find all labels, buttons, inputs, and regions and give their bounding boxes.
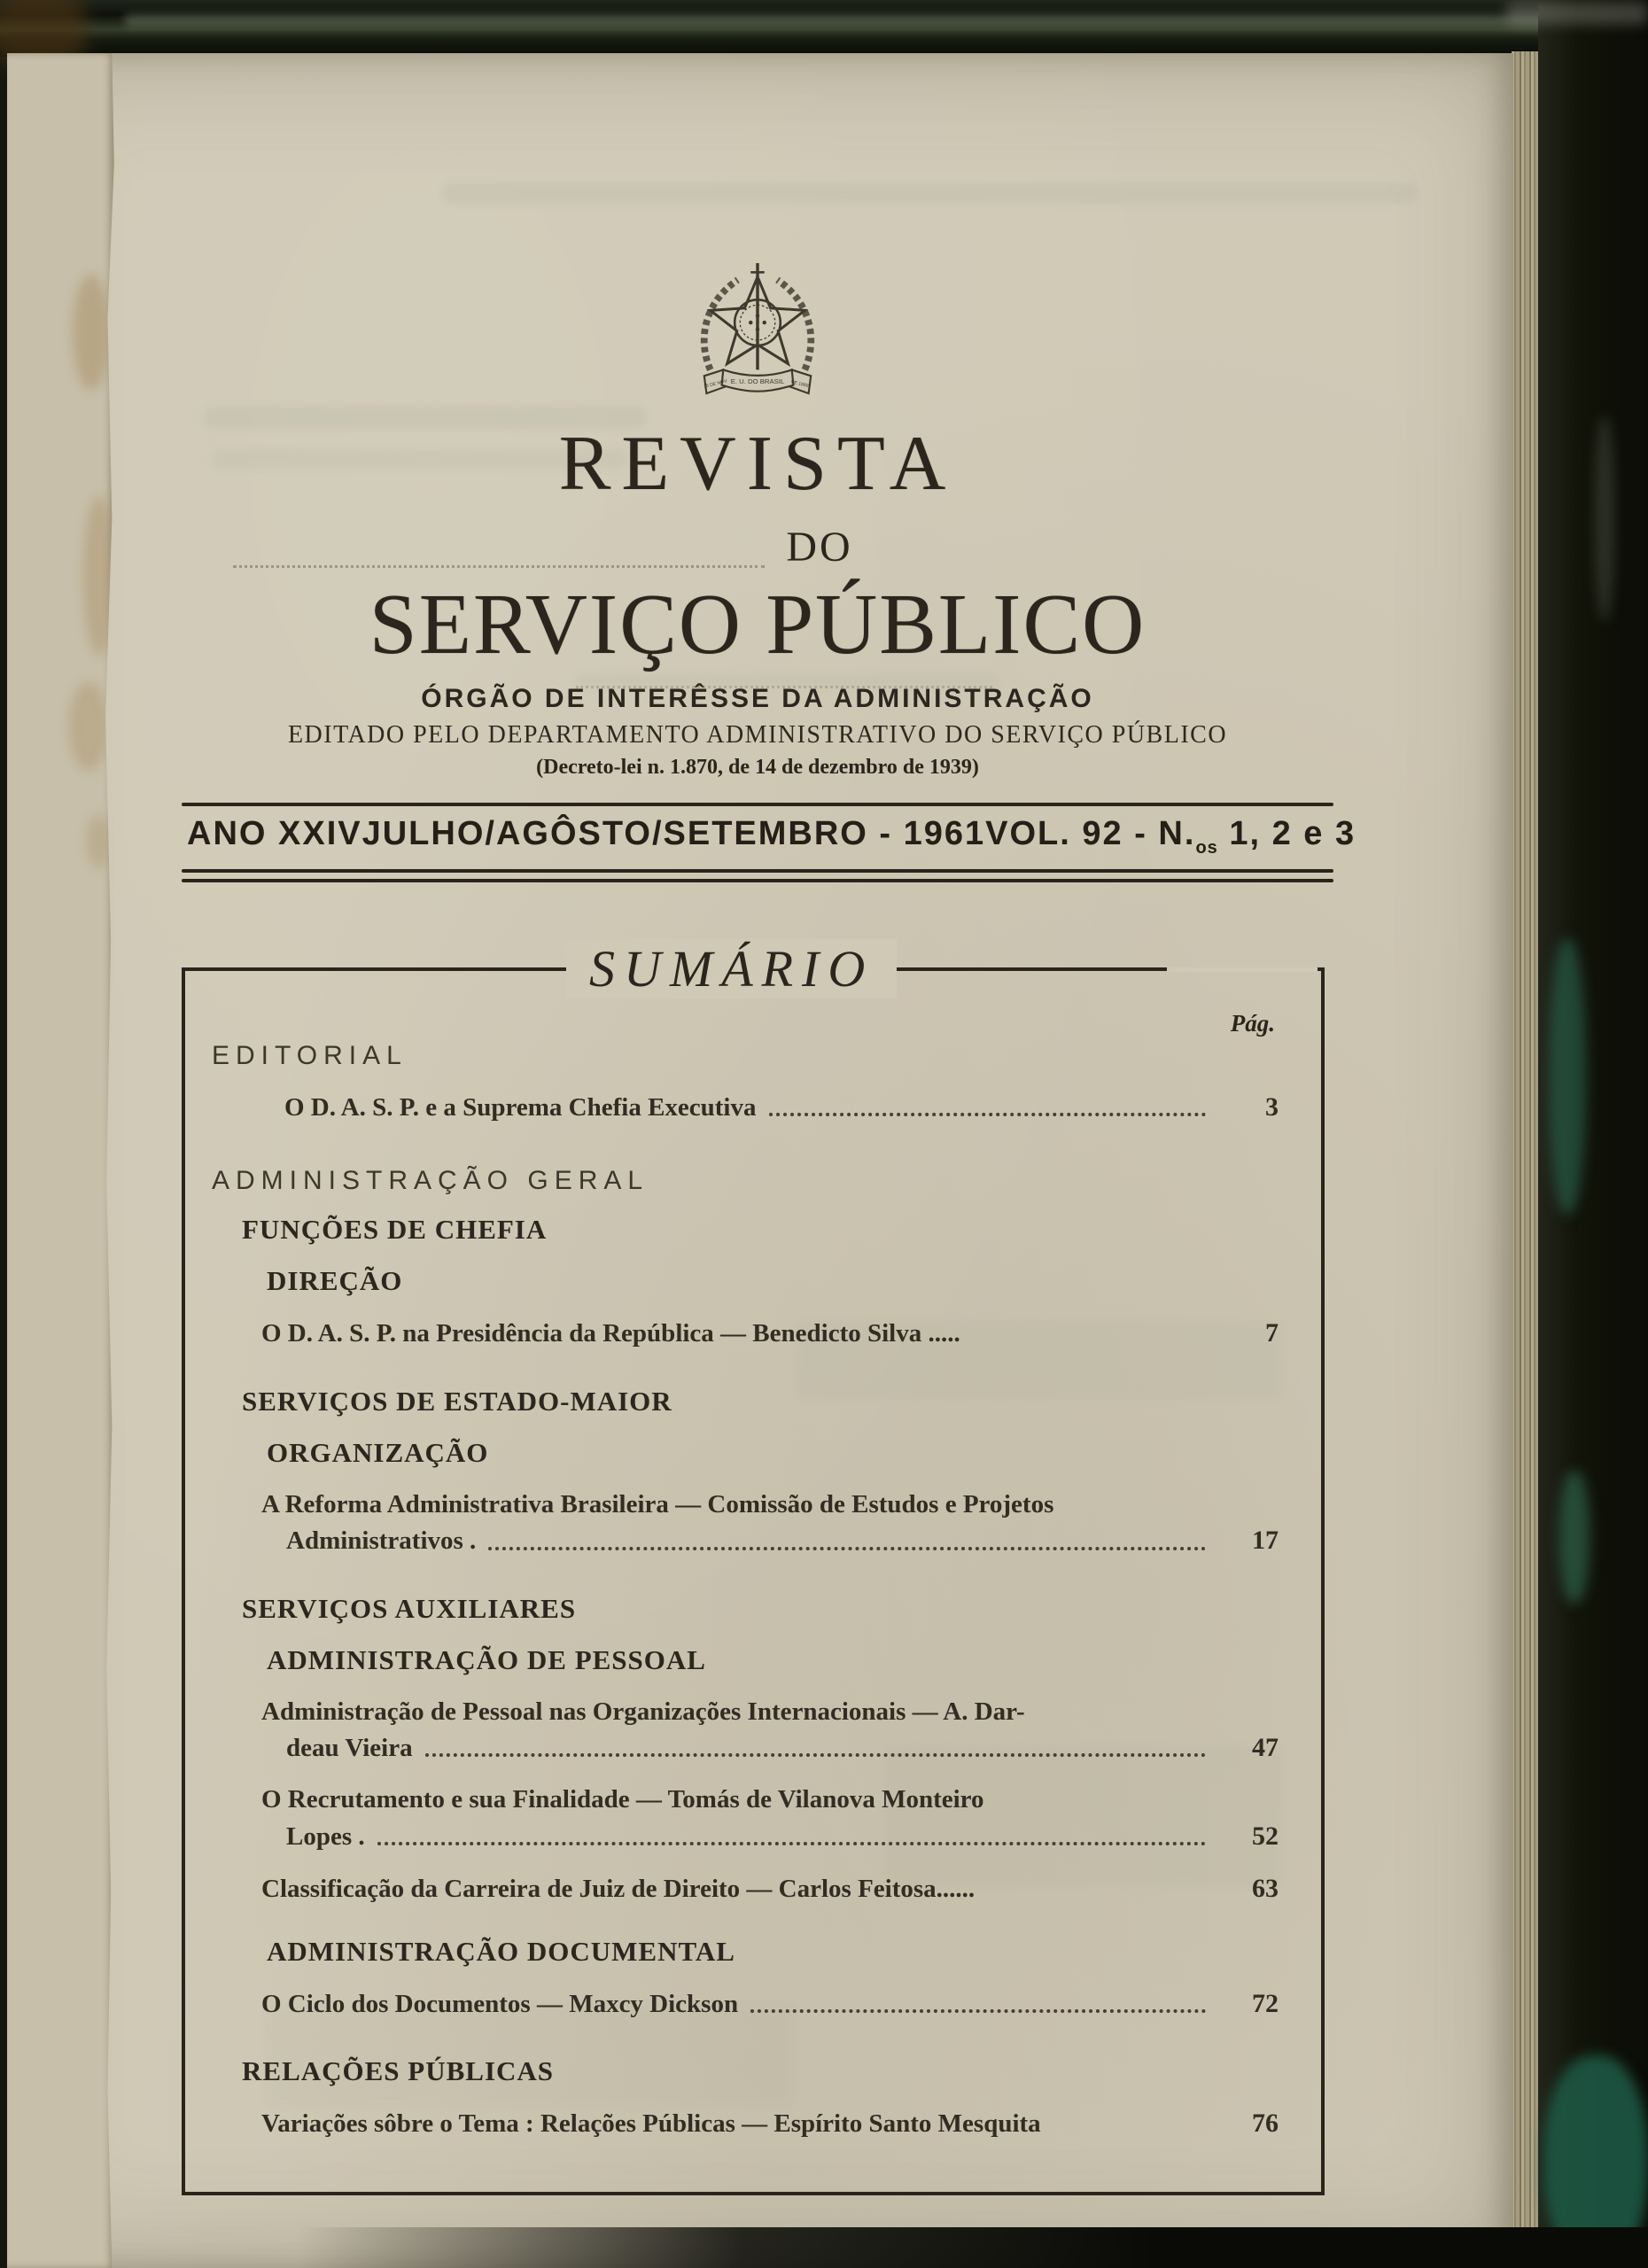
- torn-page-edge: [7, 53, 115, 2268]
- emblem-ribbon-left-text: 15 DE NOV: [703, 378, 728, 390]
- emblem-wrap: [182, 255, 1333, 413]
- page-content: [182, 255, 1356, 2195]
- bleedthrough-artifact: [443, 183, 1418, 204]
- toc-leader-dots: [425, 1753, 1206, 1757]
- toc-item-line: [261, 1987, 1279, 2021]
- journal-title-line1: REVISTA: [558, 421, 957, 507]
- issue-period: JULHO/AGÔSTO/SETEMBRO - 1961: [361, 814, 986, 852]
- toc-section-header: SERVIÇOS DE ESTADO-MAIOR: [242, 1385, 672, 1417]
- toc-page-number: 76: [1252, 2109, 1279, 2139]
- toc-item-line: [286, 1731, 1279, 1765]
- emblem-ribbon-right-text: DE 1889: [790, 379, 810, 389]
- toc-page-number: 63: [1252, 1874, 1279, 1904]
- toc-page-number: 47: [1252, 1732, 1279, 1762]
- toc-item-title: A Reforma Administrativa Brasileira — Comissão de Estudos e Projetos: [261, 1489, 1054, 1518]
- cover-glint: [1559, 1471, 1590, 1604]
- toc-page-number: 17: [1252, 1526, 1279, 1556]
- journal-title-line3: SERVIÇO PÚBLICO: [369, 577, 1147, 672]
- toc-item-line: [261, 1317, 1279, 1350]
- horizontal-rule: [182, 879, 1333, 882]
- toc-item-line: [284, 1091, 1279, 1124]
- toc-item: [261, 1987, 1279, 2021]
- journal-title-line2: DO: [786, 524, 853, 571]
- toc-item-title: Variações sôbre o Tema : Relações Públicas — Espírito Santo Mesquita: [261, 2109, 1041, 2139]
- brazil-coat-of-arms: [681, 255, 834, 413]
- toc-item-line: [261, 1696, 1279, 1728]
- toc-item: [261, 1783, 1279, 1852]
- toc-item-title: Administrativos .: [286, 1526, 477, 1556]
- toc-item-title: deau Vieira: [286, 1733, 413, 1762]
- toc-entries: [185, 1041, 1321, 2140]
- toc-item-line: [261, 1783, 1279, 1815]
- toc-item: [261, 2107, 1279, 2140]
- toc-item: [261, 1488, 1279, 1557]
- toc-item-title: Administração de Pessoal nas Organizações Internacionais — A. Dar-: [261, 1697, 1025, 1726]
- summary-box: [182, 939, 1325, 2195]
- paper-stain: [73, 275, 110, 390]
- toc-leader-dots: [488, 1547, 1206, 1550]
- paper-stain: [83, 496, 115, 656]
- toc-item: [261, 1872, 1279, 1906]
- toc-item-line: [286, 1524, 1279, 1557]
- toc-page-number: 52: [1252, 1821, 1279, 1851]
- book-page-stack-edge: [1512, 51, 1538, 2240]
- toc-section-header: FUNÇÕES DE CHEFIA: [242, 1214, 548, 1246]
- toc-section-header: RELAÇÕES PÚBLICAS: [242, 2055, 555, 2087]
- toc-item-title: O Recrutamento e sua Finalidade — Tomás de Vilanova Monteiro: [261, 1785, 984, 1814]
- cover-glint: [1506, 2, 1648, 25]
- toc-leader-dots: [377, 1842, 1206, 1845]
- emblem-ribbon-text: E. U. DO BRASIL: [730, 377, 785, 385]
- journal-subtitle: ÓRGÃO DE INTERÊSSE DA ADMINISTRAÇÃO: [421, 683, 1094, 713]
- toc-section-header: DIREÇÃO: [267, 1265, 403, 1297]
- toc-item-title: O D. A. S. P. na Presidência da República — Benedicto Silva .....: [261, 1319, 960, 1348]
- toc-leader-dots: [769, 1113, 1207, 1116]
- toc-page-number: 72: [1252, 1988, 1279, 2018]
- toc-item-line: [261, 2107, 1279, 2140]
- toc-leader-dots: [750, 2009, 1206, 2013]
- horizontal-rule: [182, 869, 1333, 873]
- toc-section-header: ADMINISTRAÇÃO GERAL: [212, 1166, 649, 1196]
- page-column-label: Pág.: [1230, 1009, 1275, 1037]
- toc-section-header: SERVIÇOS AUXILIARES: [242, 1592, 577, 1624]
- issue-band: [182, 806, 1356, 869]
- issue-year: ANO XXIV: [187, 814, 362, 852]
- toc-item-title: O Ciclo dos Documentos — Maxcy Dickson: [261, 1989, 739, 2018]
- issue-volume: VOL. $92 - N._{os}$ 1, 2 e 3: [985, 814, 1356, 858]
- book-cover-bottom: [0, 2227, 1648, 2268]
- cover-gloss-highlight: [124, 14, 1559, 27]
- toc-page-number: 7: [1265, 1318, 1279, 1348]
- toc-item: [284, 1091, 1279, 1124]
- toc-item-title: O D. A. S. P. e a Suprema Chefia Executiva: [284, 1092, 757, 1122]
- paper-stain: [69, 682, 108, 771]
- toc-section-header: ADMINISTRAÇÃO DOCUMENTAL: [267, 1935, 735, 1967]
- toc-item-line: [286, 1820, 1279, 1853]
- toc-section-header: EDITORIAL: [212, 1040, 408, 1070]
- toc-item: [261, 1317, 1279, 1350]
- toc-section-header: ORGANIZAÇÃO: [267, 1436, 489, 1468]
- cover-glint: [1595, 416, 1614, 620]
- toc-item: [261, 1696, 1279, 1765]
- toc-item-line: [261, 1872, 1279, 1906]
- toc-section-header: ADMINISTRAÇÃO DE PESSOAL: [267, 1643, 706, 1675]
- book-cover-top: [0, 0, 1648, 57]
- magazine-cover-page: [7, 53, 1513, 2268]
- cover-glint: [1549, 939, 1586, 1214]
- paper-stain: [87, 815, 110, 868]
- summary-box-border-gap: [1167, 967, 1318, 972]
- publisher-line: EDITADO PELO DEPARTAMENTO ADMINISTRATIVO DO SERVIÇO PÚBLICO: [287, 720, 1228, 749]
- toc-item-title: Classificação da Carreira de Juiz de Direito — Carlos Feitosa......: [261, 1875, 976, 1904]
- toc-page-number: 3: [1265, 1091, 1279, 1122]
- decree-line: (Decreto-lei n. 1.870, de 14 de dezembro de 1939): [536, 755, 979, 779]
- toc-item-line: [261, 1488, 1279, 1520]
- toc-item-title: Lopes .: [286, 1821, 365, 1851]
- summary-title: SUMÁRIO: [566, 939, 897, 998]
